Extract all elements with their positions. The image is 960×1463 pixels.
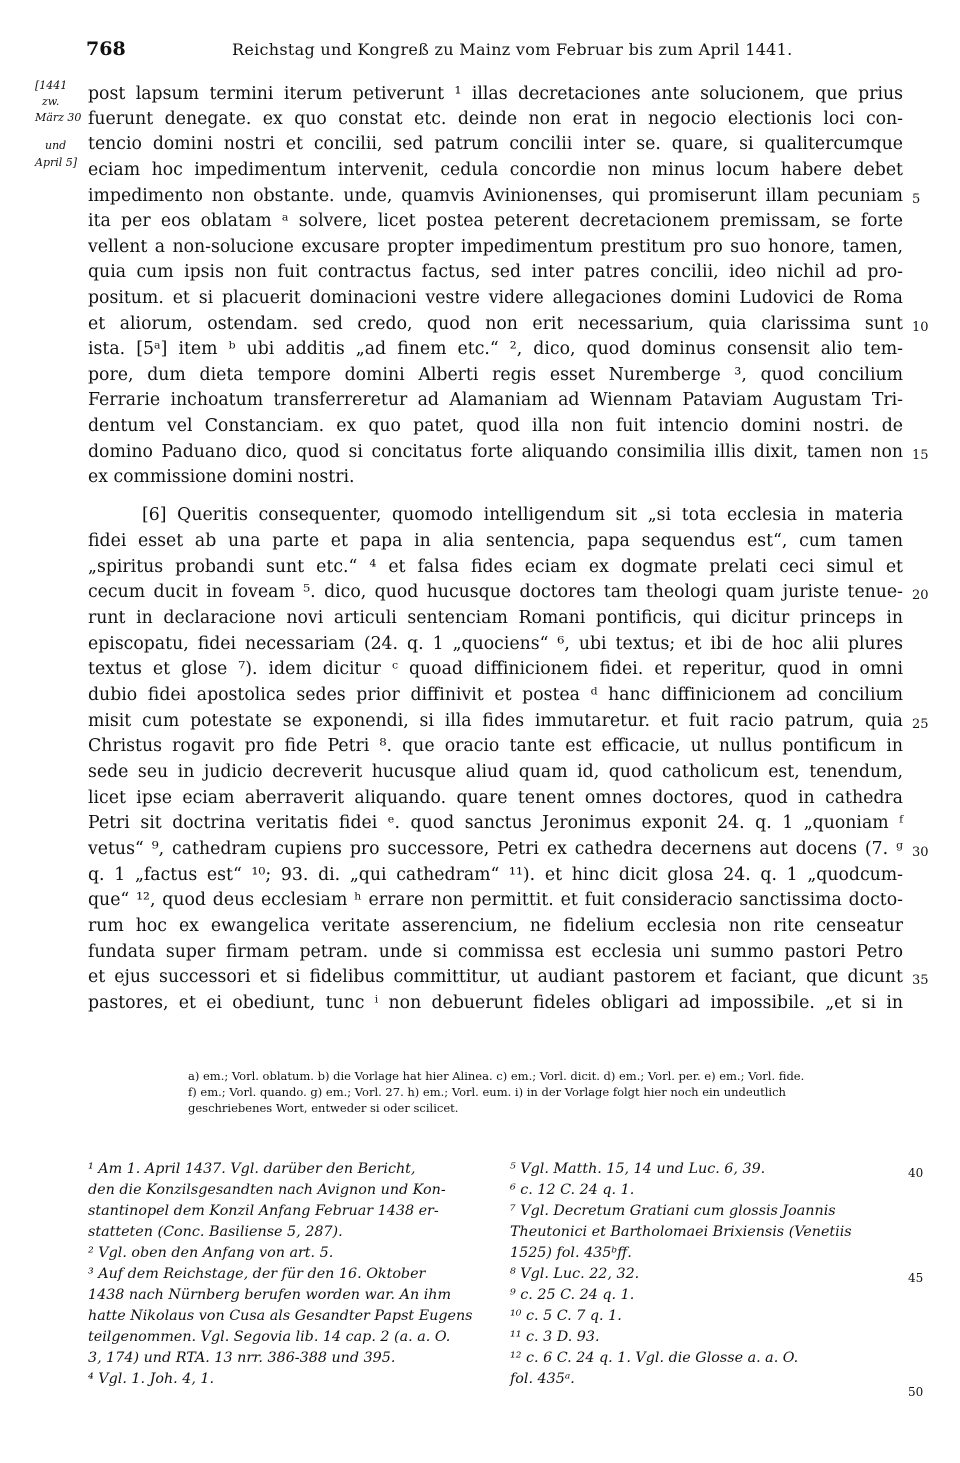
text-line: Ferrarie inchoatum transferreretur ad Alamaniam ad Wiennam Pataviam Augustam Tri- — [88, 390, 903, 410]
text-line: pastores, et ei obediunt, tunc ⁱ non debuerunt fideles obligari ad impossibile. „et si in — [88, 993, 903, 1013]
footnotes-right-column — [510, 1159, 905, 1390]
text-line: positum. et si placuerit dominacioni vestre videre allegaciones domini Ludovici de Roma — [88, 288, 903, 308]
text-line: et aliorum, ostendam. sed credo, quod non erit necessarium, quia clarissima sunt — [88, 314, 903, 334]
footnote-line: stantinopel dem Konzil Anfang Februar 1438 er- — [88, 1203, 439, 1219]
margin-note-zw: zw. — [42, 95, 60, 108]
footnotes-left-column — [88, 1159, 488, 1390]
margin-note-april: April 5] — [35, 156, 78, 169]
line-number: 20 — [912, 588, 929, 603]
footnote-line: ¹⁰ c. 5 C. 7 q. 1. — [510, 1308, 622, 1324]
footnote-line: ² Vgl. oben den Anfang von art. 5. — [88, 1245, 334, 1261]
footnote-line: teilgenommen. Vgl. Segovia lib. 14 cap. 2 (a. a. O. — [88, 1329, 451, 1345]
variant-note-line: a) em.; Vorl. oblatum. b) die Vorlage hat hier Alinea. c) em.; Vorl. dicit. d) em.; Vorl. per. e) em.; Vorl. fide. — [188, 1069, 805, 1083]
text-line: vellent a non-solucione excusare propter impedimentum prestitum pro suo honore, tamen, — [88, 237, 903, 257]
line-number: 15 — [912, 448, 929, 463]
footnote-line: 1525) fol. 435ᵇff. — [510, 1245, 632, 1261]
footnote-line: statteten (Conc. Basiliense 5, 287). — [88, 1224, 343, 1240]
footnote-line: ¹ Am 1. April 1437. Vgl. darüber den Bericht, — [88, 1161, 416, 1177]
footnote-line: Theutonici et Bartholomaei Brixiensis (Venetiis — [510, 1224, 852, 1240]
text-line: fuerunt denegate. ex quo constat etc. deinde non erat in negocio electionis loci con- — [88, 109, 903, 129]
footnote-line: ¹² c. 6 C. 24 q. 1. Vgl. die Glosse a. a. O. — [510, 1350, 799, 1366]
text-line: dentum vel Constanciam. ex quo patet, quod illa non fuit intencio domini nostri. de — [88, 416, 903, 436]
text-line: cecum ducit in foveam ⁵. dico, quod hucusque doctores tam theologi quam juriste tenue- — [88, 582, 903, 602]
footnote-line: ³ Auf dem Reichstage, der für den 16. Oktober — [88, 1266, 426, 1282]
footnote-line: 1438 nach Nürnberg berufen worden war. An ihm — [88, 1287, 452, 1303]
text-line: post lapsum termini iterum petiverunt ¹ illas decretaciones ante solucionem, que prius — [88, 84, 903, 104]
text-line: textus et glose ⁷). idem dicitur ᶜ quoad diffinicionem fidei. et reperitur, quod in omni — [88, 659, 903, 679]
line-number: 10 — [912, 320, 929, 335]
text-line: domino Paduano dico, quod si concitatus forte aliquando consimilia illis dixit, tamen non — [88, 442, 903, 462]
line-number: 5 — [912, 192, 921, 207]
text-line: ista. [5ᵃ] item ᵇ ubi additis „ad finem etc.“ ², dico, quod dominus consensit alio tem- — [88, 339, 903, 359]
footnote-line: ⁵ Vgl. Matth. 15, 14 und Luc. 6, 39. — [510, 1161, 766, 1177]
text-line: „spiritus probandi sunt etc.“ ⁴ et falsa fides eciam ex dogmate prelati ceci simul et — [88, 557, 903, 577]
footnote-line-number: 40 — [908, 1166, 924, 1180]
text-line: rum hoc ex ewangelica veritate asserencium, ne fidelium ecclesia non rite censeatur — [88, 916, 903, 936]
line-number: 25 — [912, 717, 929, 732]
line-number: 30 — [912, 845, 929, 860]
footnote-line: ¹¹ c. 3 D. 93. — [510, 1329, 600, 1345]
text-line: impedimento non obstante. unde, quamvis Avinionenses, qui promiserunt illam pecuniam — [88, 186, 903, 206]
page-number: 768 — [86, 38, 126, 60]
footnote-line: ⁸ Vgl. Luc. 22, 32. — [510, 1266, 640, 1282]
text-line: sede seu in judicio decreverit hucusque aliud quam id, quod catholicum est, tenendum, — [88, 762, 903, 782]
footnote-line-number: 45 — [908, 1271, 924, 1285]
text-line: eciam hoc impedimentum intervenit, cedula concordie non minus locum habere debet — [88, 160, 903, 180]
footnote-line: fol. 435ᵃ. — [510, 1371, 575, 1387]
text-line: vetus“ ⁹, cathedram cupiens pro successore, Petri ex cathedra decernens aut docens (7. ᵍ — [88, 839, 903, 859]
text-line: Petri sit doctrina veritatis fidei ᵉ. quod sanctus Jeronimus exponit 24. q. 1 „quoniam ᶠ — [88, 813, 903, 833]
footnote-line: ⁷ Vgl. Decretum Gratiani cum glossis Joannis — [510, 1203, 836, 1219]
text-line: dubio fidei apostolica sedes prior diffinivit et postea ᵈ hanc diffinicionem ad concilium — [88, 685, 903, 705]
variant-notes — [188, 1068, 908, 1116]
running-title: Reichstag und Kongreß zu Mainz vom Februar bis zum April 1441. — [232, 40, 793, 59]
text-line: fundata super firmam petram. unde si commissa est ecclesia uni summo pastori Petro — [88, 942, 903, 962]
text-line: ita per eos oblatam ᵃ solvere, licet postea peterent decretacionem premissam, se forte — [88, 211, 903, 231]
text-line: misit cum potestate se exponendi, si illa fides immutaretur. et fuit racio patrum, quia — [88, 711, 903, 731]
margin-note-und: und — [45, 139, 67, 152]
text-line: ex commissione domini nostri. — [88, 467, 355, 487]
variant-note-line: f) em.; Vorl. quando. g) em.; Vorl. 27. h) em.; Vorl. eum. i) in der Vorlage folgt hier noch ein undeutlich — [188, 1085, 786, 1099]
text-line: licet ipse eciam aberraverit aliquando. quare tenent omnes doctores, quod in cathedra — [88, 788, 903, 808]
text-line: tencio domini nostri et concilii, sed patrum concilii inter se. quare, si qualitercumque — [88, 134, 903, 154]
text-line: episcopatu, fidei necessariam (24. q. 1 „quociens“ ⁶, ubi textus; et ibi de hoc alii plures — [88, 634, 903, 654]
variant-note-line: geschriebenes Wort, entweder si oder scilicet. — [188, 1101, 459, 1115]
text-line: pore, dum dieta tempore domini Alberti regis esset Nuremberge ³, quod concilium — [88, 365, 903, 385]
text-line: q. 1 „factus est“ ¹⁰; 93. di. „qui cathedram“ ¹¹). et hinc dicit glosa 24. q. 1 „quodcum- — [88, 865, 903, 885]
footnote-line: ⁶ c. 12 C. 24 q. 1. — [510, 1182, 635, 1198]
text-line — [88, 1016, 903, 1041]
margin-note-maerz: März 30 — [35, 111, 82, 124]
text-line: [6] Queritis consequenter, quomodo intelligendum sit „si tota ecclesia in materia — [142, 505, 903, 525]
footnote-line: hatte Nikolaus von Cusa als Gesandter Papst Eugens — [88, 1308, 473, 1324]
margin-note-year: [1441 — [35, 79, 68, 92]
footnote-line: 3, 174) und RTA. 13 nrr. 386-388 und 395. — [88, 1350, 396, 1366]
text-line: fidei esset ab una parte et papa in alia sentencia, papa sequendus est“, cum tamen — [88, 531, 903, 551]
footnote-line-number: 50 — [908, 1385, 924, 1399]
text-line: runt in declaracione novi articuli sentenciam Romani pontificis, qui dicitur princeps in — [88, 608, 903, 628]
text-line: que“ ¹², quod deus ecclesiam ʰ errare non permittit. et fuit consideracio sanctissima docto- — [88, 890, 903, 910]
footnote-line: den die Konzilsgesandten nach Avignon und Kon- — [88, 1182, 446, 1198]
footnote-line: ⁴ Vgl. 1. Joh. 4, 1. — [88, 1371, 215, 1387]
text-line: quia cum ipsis non fuit contractus factus, sed inter patres concilii, ideo nichil ad pro- — [88, 262, 903, 282]
line-number: 35 — [912, 973, 929, 988]
text-line: et ejus successori et si fidelibus committitur, ut audiant pastorem et faciant, que dicunt — [88, 967, 903, 987]
footnote-line: ⁹ c. 25 C. 24 q. 1. — [510, 1287, 635, 1303]
text-line: Christus rogavit pro fide Petri ⁸. que oracio tante est efficacie, ut nullus pontificum in — [88, 736, 903, 756]
